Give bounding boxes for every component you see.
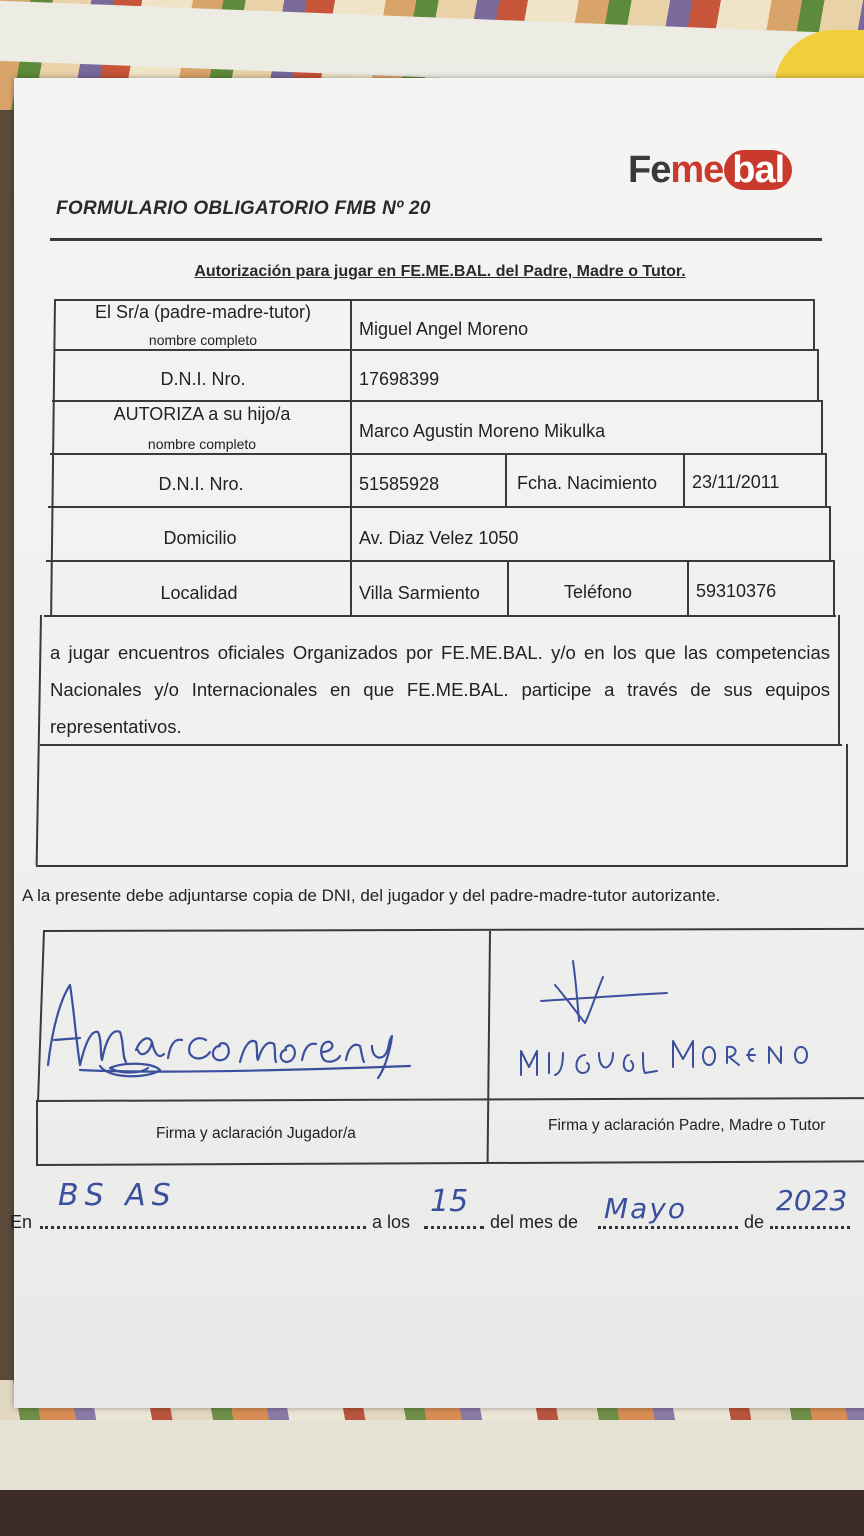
player-signature-image <box>40 970 430 1090</box>
phone-label: Teléfono <box>563 582 633 602</box>
address-value: Av. Diaz Velez 1050 <box>359 528 519 548</box>
table-border-left <box>36 615 42 865</box>
sig-border-top <box>44 928 864 932</box>
table-column-line <box>505 453 507 506</box>
table-border-right <box>821 400 823 453</box>
address-label: Domicilio <box>163 528 237 548</box>
attachment-notice: A la presente debe adjuntarse copia de DNI, del jugador y del padre-madre-tutor autorizante. <box>22 886 721 905</box>
table-column-line <box>683 453 685 506</box>
phone-value: 59310376 <box>696 581 777 601</box>
sig-border-bottom <box>36 1160 864 1166</box>
locality-label: Localidad <box>160 583 238 603</box>
authorization-paragraph: a jugar encuentros oficiales Organizados por FE.ME.BAL. y/o en los que las competencias Nacionales y/o Internacionales en que FE.ME.BAL. participe a través de sus equipos representativos. <box>50 642 830 737</box>
table-border-right <box>846 744 848 865</box>
month-dotted-line <box>598 1226 738 1229</box>
day-dotted-line <box>424 1226 484 1229</box>
table-row-line <box>46 560 834 562</box>
table-border-bottom <box>36 865 848 867</box>
footer-en-label: En <box>10 1212 33 1232</box>
locality-value: Villa Sarmiento <box>359 583 480 603</box>
parent-dni-label: D.N.I. Nro. <box>160 369 246 389</box>
title-divider <box>50 238 822 241</box>
handwritten-place: BS AS <box>58 1178 177 1213</box>
sig-border-left <box>36 1100 38 1166</box>
child-dni-value: 51585928 <box>359 474 440 494</box>
table-column-line <box>350 299 352 615</box>
child-sublabel: nombre completo <box>147 436 257 452</box>
handwritten-day: 15 <box>430 1184 469 1219</box>
table-row-line <box>48 506 830 508</box>
parent-signature-label: Firma y aclaración Padre, Madre o Tutor <box>548 1117 826 1134</box>
logo-part-fe: Fe <box>628 149 671 191</box>
form-subtitle: Autorización para jugar en FE.ME.BAL. del Padre, Madre o Tutor. <box>194 263 686 280</box>
parent-label: El Sr/a (padre-madre-tutor) <box>94 302 312 322</box>
child-label: AUTORIZA a su hijo/a <box>113 404 291 424</box>
femebal-logo <box>628 146 834 198</box>
table-border-right <box>817 349 819 400</box>
logo-part-bal: bal <box>724 150 792 190</box>
table-row-line <box>54 349 818 351</box>
table-column-line <box>687 560 689 615</box>
footer-a-los-label: a los <box>372 1212 411 1232</box>
table-row-line <box>52 400 822 402</box>
place-dotted-line <box>40 1226 366 1229</box>
table-border-right <box>825 453 827 506</box>
table-border-right <box>813 299 815 349</box>
table-border-right <box>833 560 835 615</box>
parent-dni-value: 17698399 <box>359 369 440 389</box>
year-dotted-line <box>770 1226 850 1229</box>
table-row-line <box>50 453 826 455</box>
birth-date-label: Fcha. Nacimiento <box>517 473 658 493</box>
footer-de-label: de <box>744 1212 765 1232</box>
parent-sublabel: nombre completo <box>148 332 258 348</box>
child-dni-label: D.N.I. Nro. <box>158 474 244 494</box>
player-signature-label: Firma y aclaración Jugador/a <box>156 1125 356 1142</box>
form-title: FORMULARIO OBLIGATORIO FMB Nº 20 <box>56 198 431 219</box>
handwritten-month: Mayo <box>604 1192 688 1225</box>
table-border-top <box>54 299 814 301</box>
handwritten-year: 2023 <box>776 1184 848 1217</box>
child-name-value: Marco Agustin Moreno Mikulka <box>359 421 606 441</box>
table-border-right <box>838 615 840 744</box>
sig-column-line <box>487 931 491 1163</box>
table-row-line <box>44 615 836 617</box>
footer-mes-label: del mes de <box>490 1212 579 1232</box>
logo-part-me: me <box>670 149 724 191</box>
sig-row-line <box>38 1097 864 1102</box>
parent-signature-image <box>515 955 835 1085</box>
parent-name-value: Miguel Angel Moreno <box>359 319 529 339</box>
table-border-right <box>829 506 831 560</box>
birth-date-value: 23/11/2011 <box>692 472 780 492</box>
